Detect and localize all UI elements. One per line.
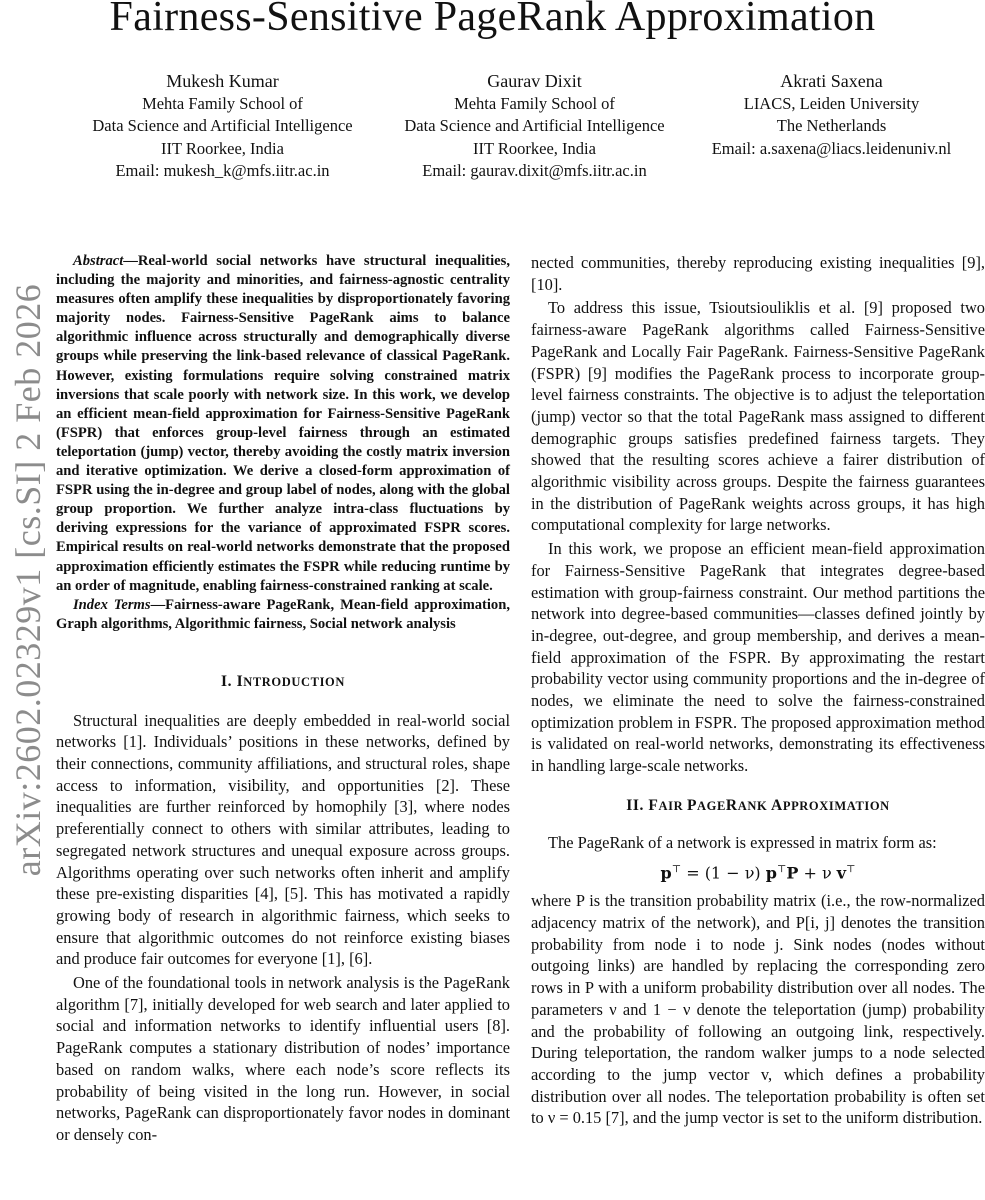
paragraph: where P is the transition probability matrix (i.e., the row-normalized adjacency matrix of the network), and P[i, j] denotes the transition probability from node i to node j. Sink nodes (nodes without outgoing links) are handled by replacing the corresponding zero rows in P with a uniform probability distribution over all nodes. The parameters ν and 1 − ν denote the teleportation (jump) probability and the probability of following an outgoing link, respectively. During teleportation, the random walker jumps to a node selected according to the jump vector v, which defines a probability distribution over all nodes. The teleportation probability is often set to ν = 0.15 [7], and the jump vector is set to the uniform distribution. [531, 891, 985, 1128]
author-name: Mukesh Kumar [166, 71, 279, 91]
paragraph: Structural inequalities are deeply embedded in real-world social networks [1]. Individuals’ positions in these networks, defined by their connections, community affiliations, and structural roles, shape access to information, visibility, and opportunities [2]. These inequalities are further reinforced by homophily [3], where nodes preferentially connect to others with similar attributes, leading to segregated network structures and unequal exposure across groups. Algorithms operating over such networks often inherit and amplify these pre-existing disparities [4], [5]. This has motivated a rapidly growing body of research in algorithmic fairness, which seeks to ensure that algorithmic outcomes do not reinforce existing biases and produce fair outcomes for everyone [1], [6]. [56, 710, 510, 969]
abstract-label: Abstract [73, 253, 124, 269]
paragraph: To address this issue, Tsioutsiouliklis et al. [9] proposed two fairness-aware PageRank algorithms called Fairness-Sensitive PageRank and Locally Fair PageRank. Fairness-Sensitive PageRank (FSPR) [9] modifies the PageRank process to incorporate group-level fairness constraints. The objective is to adjust the teleportation (jump) vector so that the total PageRank mass assigned to different demographic groups satisfies predefined fairness targets. They showed that the resulting scores achieve a fairer distribution of algorithmic visibility across groups. Despite the fairness guarantees in the distribution of PageRank weights across groups, it has high computational complexity for large networks. [531, 298, 985, 535]
paragraph: nected communities, thereby reproducing existing inequalities [9], [10]. [531, 253, 985, 294]
author-affiliation: The Netherlands [776, 116, 887, 135]
author-2 [383, 70, 686, 183]
abstract: Abstract—Real-world social networks have structural inequalities, including the majority and minorities, and fairness-agnostic centrality measures often amplify these inequalities by disproportionately favoring majority nodes. Fairness-Sensitive PageRank aims to balance algorithmic influence across structurally and demographically diverse groups while preserving the link-based relevance of classical PageRank. However, existing formulations require solving constrained matrix inversions that scale poorly with network size. In this work, we develop an efficient mean-field approximation for Fairness-Sensitive PageRank (FSPR) that enforces group-level fairness through an estimated teleportation (jump) vector, thereby avoiding the costly matrix inversion and iterative optimization. We derive a closed-form approximation of FSPR using the in-degree and group label of nodes, along with the global group proportion. We further analyze intra-class fluctuations by deriving expressions for the variance of approximated FSPR scores. Empirical results on real-world networks demonstrate that the proposed approximation efficiently estimates the FSPR while reducing runtime by an order of magnitude, enabling fairness-constrained ranking at scale. [56, 253, 510, 594]
paragraph: The PageRank of a network is expressed in matrix form as: [548, 832, 937, 852]
paragraph: In this work, we propose an efficient mean-field approximation for Fairness-Sensitive PageRank that integrates degree-based estimation with group-fairness constraint. Our method partitions the network into degree-based communities—classes defined jointly by in-degree, out-degree, and group membership, and derives a mean-field approximation of the FSPR. By approximating the restart probability vector using community proportions and the in-degree of nodes, we eliminate the need to solve the fairness-constrained optimization problem in FSPR. The proposed approximation method is validated on real-world networks, demonstrating its effectiveness in handling large-scale networks. [531, 539, 985, 776]
author-affiliation: Data Science and Artificial Intelligence [92, 116, 353, 135]
author-affiliation: Mehta Family School of [142, 93, 303, 113]
author-email: Email: gaurav.dixit@mfs.iitr.ac.in [422, 161, 647, 180]
author-affiliation: Mehta Family School of [454, 93, 615, 113]
index-terms-text: Fairness-aware PageRank, Mean-field approximation, Graph algorithms, Algorithmic fairness, Social network analysis [56, 596, 510, 632]
paragraph: One of the foundational tools in network analysis is the PageRank algorithm [7], initially developed for web search and later applied to social and information networks to identify influential users [8]. PageRank computes a stationary distribution of nodes’ importance based on random walks, where each node’s score reflects its probability of being visited in the long run. However, in social networks, PageRank can disproportionately favor nodes in dominant or densely con- [56, 973, 510, 1144]
author-1 [70, 70, 375, 183]
section-heading-introduction: I. INTRODUCTION [221, 672, 345, 690]
author-affiliation: Data Science and Artificial Intelligence [404, 116, 665, 135]
abstract-text: Real-world social networks have structural inequalities, including the majority and minorities, and fairness-agnostic centrality measures often amplify these inequalities by disproportionately favoring majority nodes. Fairness-Sensitive PageRank aims to balance algorithmic influence across structurally and demographically diverse groups while preserving the link-based relevance of classical PageRank. However, existing formulations require solving constrained matrix inversions that scale poorly with network size. In this work, we develop an efficient mean-field approximation for Fairness-Sensitive PageRank (FSPR) that enforces group-level fairness through an estimated teleportation (jump) vector, thereby avoiding the costly matrix inversion and iterative optimization. We derive a closed-form approximation of FSPR using the in-degree and group label of nodes, along with the global group proportion. We further analyze intra-class fluctuations by deriving expressions for the variance of approximated FSPR scores. Empirical results on real-world networks demonstrate that the proposed approximation efficiently estimates the FSPR while reducing runtime by an order of magnitude, enabling fairness-constrained ranking at scale. [56, 253, 510, 594]
paper-title: Fairness-Sensitive PageRank Approximation [109, 0, 876, 40]
author-affiliation: IIT Roorkee, India [161, 138, 284, 158]
right-column [531, 252, 985, 1129]
author-3 [694, 70, 969, 160]
author-affiliation: IIT Roorkee, India [473, 138, 596, 158]
author-affiliation: LIACS, Leiden University [743, 93, 920, 113]
author-name: Gaurav Dixit [487, 71, 582, 91]
pagerank-equation: p⊤ = (1 − ν) p⊤P + ν v⊤ [660, 863, 856, 883]
author-name: Akrati Saxena [780, 71, 883, 91]
left-column [56, 252, 510, 1146]
index-terms: Index Terms—Fairness-aware PageRank, Mean-field approximation, Graph algorithms, Algorithmic fairness, Social network analysis [56, 596, 510, 632]
author-email: Email: a.saxena@liacs.leidenuniv.nl [711, 138, 952, 158]
arxiv-id: arXiv:2602.02329v1 [cs.SI] 2 Feb 2026 [8, 283, 48, 877]
index-terms-label: Index Terms [73, 596, 151, 613]
author-email: Email: mukesh_k@mfs.iitr.ac.in [115, 161, 330, 180]
author-block [0, 70, 985, 190]
section-heading-fair-pagerank: II. FAIR PAGERANK APPROXIMATION [626, 796, 890, 814]
